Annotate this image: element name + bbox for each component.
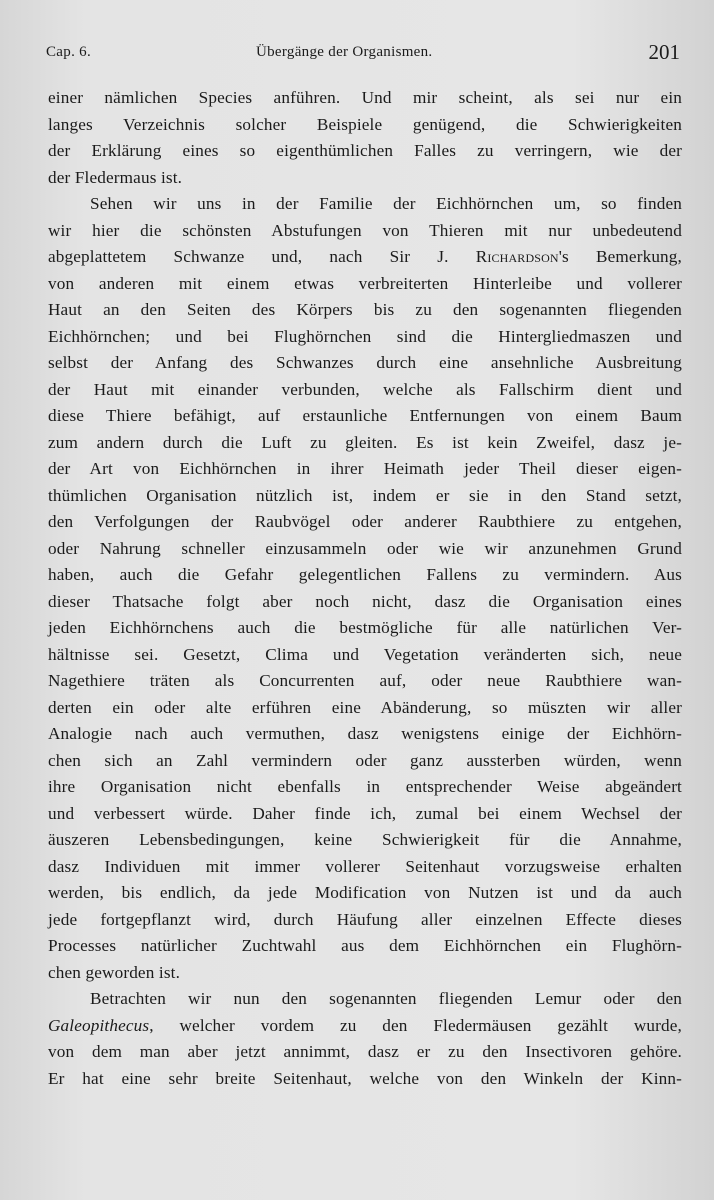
text-line: thümlichen Organisation nützlich ist, indem er sie in den Stand setzt,	[48, 485, 682, 505]
text-line: chen geworden ist.	[48, 962, 181, 982]
text-line: einer nämlichen Species anführen. Und mir scheint, als sei nur ein	[48, 88, 682, 107]
text-line: den Verfolgungen der Raubvögel oder anderer Raubthiere zu entgehen,	[48, 512, 682, 531]
paragraph-first-line: Betrachten wir nun den sogenannten fliegenden Lemur oder den	[90, 989, 682, 1008]
text-line: Nagethiere träten als Concurrenten auf, oder neue Raubthiere wan-	[48, 671, 682, 690]
text-line: der Art von Eichhörnchen in ihrer Heimath jeder Theil dieser eigen-	[48, 459, 682, 478]
text-line: dieser Thatsache folgt aber noch nicht, dasz die Organisation eines	[48, 591, 682, 611]
text-line: derten ein oder alte erführen eine Abänderung, so müszten wir aller	[48, 697, 682, 717]
text-line: jede fortgepflanzt wird, durch Häufung aller einzelnen Effecte dieses	[48, 909, 682, 929]
text-line: oder Nahrung schneller einzusammeln oder wie wir anzunehmen Grund	[48, 538, 682, 558]
running-head	[46, 40, 680, 70]
paragraph-first-line: Sehen wir uns in der Familie der Eichhörnchen um, so finden	[90, 194, 682, 213]
text-line: werden, bis endlich, da jede Modification von Nutzen ist und da auch	[48, 883, 682, 902]
text-line: ihre Organisation nicht ebenfalls in entsprechender Weise abgeändert	[48, 777, 682, 796]
text-line: dasz Individuen mit immer vollerer Seitenhaut vorzugsweise erhalten	[48, 856, 682, 876]
text-line: wir hier die schönsten Abstufungen von Thieren mit nur unbedeutend	[48, 220, 682, 240]
text-line: langes Verzeichnis solcher Beispiele genügend, die Schwierigkeiten	[48, 114, 682, 134]
text-line: der Fledermaus ist.	[48, 167, 183, 187]
text-line: diese Thiere befähigt, auf erstaunliche Entfernungen von einem Baum	[48, 406, 682, 425]
text-line: Analogie nach auch vermuthen, dasz wenigstens einige der Eichhörn-	[48, 724, 682, 743]
text-line: und verbessert würde. Daher finde ich, zumal bei einem Wechsel der	[48, 803, 682, 823]
text-line: Galeopithecus, welcher vordem zu den Fledermäusen gezählt wurde,	[48, 1015, 682, 1035]
text-line: abgeplattetem Schwanze und, nach Sir J. Richardson's Bemerkung,	[48, 247, 682, 266]
chapter-label: Cap. 6.	[46, 44, 92, 60]
text-line: von dem man aber jetzt annimmt, dasz er zu den Insectivoren gehöre.	[48, 1042, 682, 1061]
text-line: hältnisse sei. Gesetzt, Clima und Vegetation veränderten sich, neue	[48, 644, 682, 664]
text-line: äuszeren Lebensbedingungen, keine Schwierigkeit für die Annahme,	[48, 830, 682, 849]
text-line: Haut an den Seiten des Körpers bis zu den sogenannten fliegenden	[48, 300, 682, 319]
text-line: Eichhörnchen; und bei Flughörnchen sind die Hintergliedmaszen und	[48, 326, 682, 346]
page-number: 201	[648, 40, 680, 64]
text-line: Processes natürlicher Zuchtwahl aus dem Eichhörnchen ein Flughörn-	[48, 936, 682, 955]
text-line: zum andern durch die Luft zu gleiten. Es ist kein Zweifel, dasz je-	[48, 432, 682, 452]
text-line: der Erklärung eines so eigenthümlichen Falles zu verringern, wie der	[48, 141, 682, 160]
text-line: Er hat eine sehr breite Seitenhaut, welche von den Winkeln der Kinn-	[48, 1068, 682, 1088]
text-line: chen sich an Zahl vermindern oder ganz aussterben würden, wenn	[48, 750, 682, 770]
text-line: von anderen mit einem etwas verbreiterten Hinterleibe und vollerer	[48, 273, 682, 293]
running-title: Übergänge der Organismen.	[256, 44, 433, 60]
text-line: jeden Eichhörnchens auch die bestmögliche für alle natürlichen Ver-	[48, 618, 682, 637]
text-line: selbst der Anfang des Schwanzes durch eine ansehnliche Ausbreitung	[48, 353, 682, 372]
body-text	[48, 85, 682, 1092]
text-line: der Haut mit einander verbunden, welche als Fallschirm dient und	[48, 379, 682, 399]
text-line: haben, auch die Gefahr gelegentlichen Fallens zu vermindern. Aus	[48, 565, 682, 584]
